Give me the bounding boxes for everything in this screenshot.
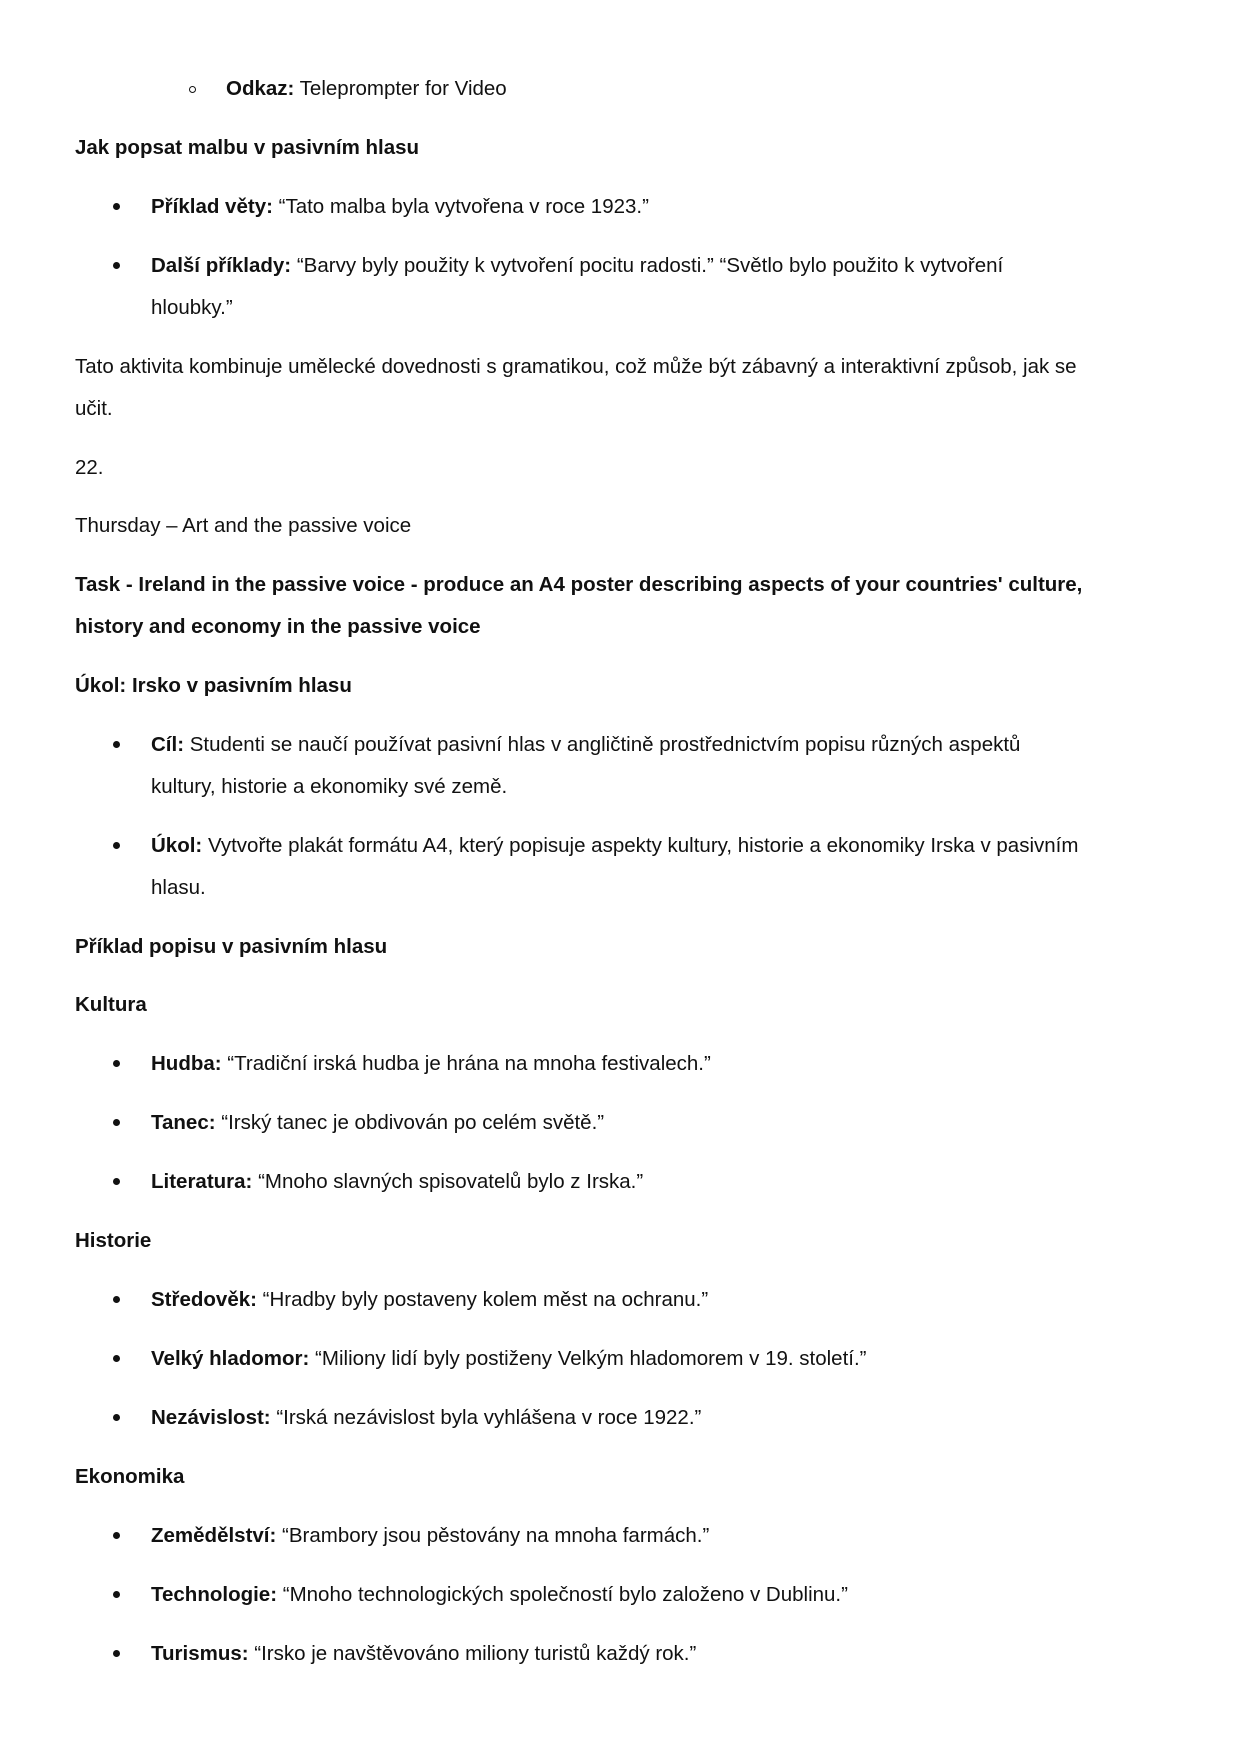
list-item-label: Tanec: <box>151 1111 216 1134</box>
list-item-continuation: hlasu. <box>151 876 206 899</box>
link-label: Odkaz: <box>226 77 295 100</box>
list-item-text: “Irsko je navštěvováno miliony turistů každý rok.” <box>248 1642 697 1665</box>
link-text: Teleprompter for Video <box>294 77 507 100</box>
list-item-text: “Irský tanec je obdivován po celém světě.” <box>215 1111 605 1134</box>
bullet-dot-icon <box>113 1119 120 1126</box>
list-item-text: “Miliony lidí byly postiženy Velkým hladomorem v 19. století.” <box>309 1347 867 1370</box>
list-item <box>151 1051 711 1077</box>
bullet-dot-icon <box>113 741 120 748</box>
paragraph-line: Tato aktivita kombinuje umělecké dovednosti s gramatikou, což může být zábavný a interaktivní způsob, jak se <box>75 355 1077 378</box>
list-item-continuation: hloubky.” <box>151 296 233 319</box>
list-item <box>151 1287 708 1313</box>
list-item-label: Příklad věty: <box>151 195 273 218</box>
list-item-label: Hudba: <box>151 1052 222 1075</box>
bullet-dot-icon <box>113 262 120 269</box>
list-item <box>151 194 649 220</box>
bullet-dot-icon <box>113 1414 120 1421</box>
bullet-dot-icon <box>113 1355 120 1362</box>
list-item-label: Úkol: <box>151 834 203 857</box>
list-item <box>151 253 1003 279</box>
list-item-label: Zemědělství: <box>151 1524 277 1547</box>
subheading-ekonomika: Ekonomika <box>75 1465 185 1488</box>
list-item-text: Vytvořte plakát formátu A4, který popisuje aspekty kultury, historie a ekonomiky Irska v pasivním <box>202 834 1079 857</box>
list-item-text: “Brambory jsou pěstovány na mnoha farmách.” <box>276 1524 710 1547</box>
list-item <box>151 833 1078 859</box>
list-item-text: Studenti se naučí používat pasivní hlas v angličtině prostřednictvím popisu různých aspektů <box>184 733 1021 756</box>
list-item <box>151 732 1020 758</box>
list-item <box>151 1582 848 1608</box>
paragraph-line: učit. <box>75 397 113 420</box>
list-item-text: “Irská nezávislost byla vyhlášena v roce 1922.” <box>270 1406 702 1429</box>
bullet-dot-icon <box>113 1591 120 1598</box>
list-item-text: “Tato malba byla vytvořena v roce 1923.” <box>272 195 649 218</box>
list-item-label: Technologie: <box>151 1583 278 1606</box>
list-item-label: Velký hladomor: <box>151 1347 310 1370</box>
bullet-dot-icon <box>113 1060 120 1067</box>
link-line <box>226 76 507 102</box>
subheading-historie: Historie <box>75 1229 152 1252</box>
task-line: Task - Ireland in the passive voice - produce an A4 poster describing aspects of your countries' culture, <box>75 573 1083 596</box>
list-item-label: Středověk: <box>151 1288 257 1311</box>
sub-bullet-circle-icon <box>189 86 196 93</box>
list-item-text: “Barvy byly použity k vytvoření pocitu radosti.” “Světlo bylo použito k vytvoření <box>291 254 1004 277</box>
section-heading-ukol: Úkol: Irsko v pasivním hlasu <box>75 674 352 697</box>
list-item-label: Literatura: <box>151 1170 253 1193</box>
list-item-text: “Mnoho slavných spisovatelů bylo z Irska.” <box>252 1170 644 1193</box>
day-title: Thursday – Art and the passive voice <box>75 514 412 537</box>
list-item-label: Turismus: <box>151 1642 249 1665</box>
list-item <box>151 1346 866 1372</box>
bullet-dot-icon <box>113 1296 120 1303</box>
list-item <box>151 1523 709 1549</box>
list-item <box>151 1169 643 1195</box>
task-line: history and economy in the passive voice <box>75 615 481 638</box>
list-item-continuation: kultury, historie a ekonomiky své země. <box>151 775 508 798</box>
list-item <box>151 1110 604 1136</box>
bullet-dot-icon <box>113 1532 120 1539</box>
list-item <box>151 1405 701 1431</box>
list-item-label: Další příklady: <box>151 254 292 277</box>
section-heading-painting: Jak popsat malbu v pasivním hlasu <box>75 136 420 159</box>
subheading-kultura: Kultura <box>75 993 147 1016</box>
bullet-dot-icon <box>113 1650 120 1657</box>
list-item-text: “Mnoho technologických společností bylo založeno v Dublinu.” <box>277 1583 848 1606</box>
list-item-text: “Hradby byly postaveny kolem měst na ochranu.” <box>256 1288 709 1311</box>
list-item-text: “Tradiční irská hudba je hrána na mnoha festivalech.” <box>221 1052 711 1075</box>
section-heading-example: Příklad popisu v pasivním hlasu <box>75 935 388 958</box>
list-item-label: Nezávislost: <box>151 1406 271 1429</box>
list-item <box>151 1641 696 1667</box>
bullet-dot-icon <box>113 842 120 849</box>
section-number: 22. <box>75 456 104 479</box>
list-item-label: Cíl: <box>151 733 185 756</box>
bullet-dot-icon <box>113 203 120 210</box>
bullet-dot-icon <box>113 1178 120 1185</box>
